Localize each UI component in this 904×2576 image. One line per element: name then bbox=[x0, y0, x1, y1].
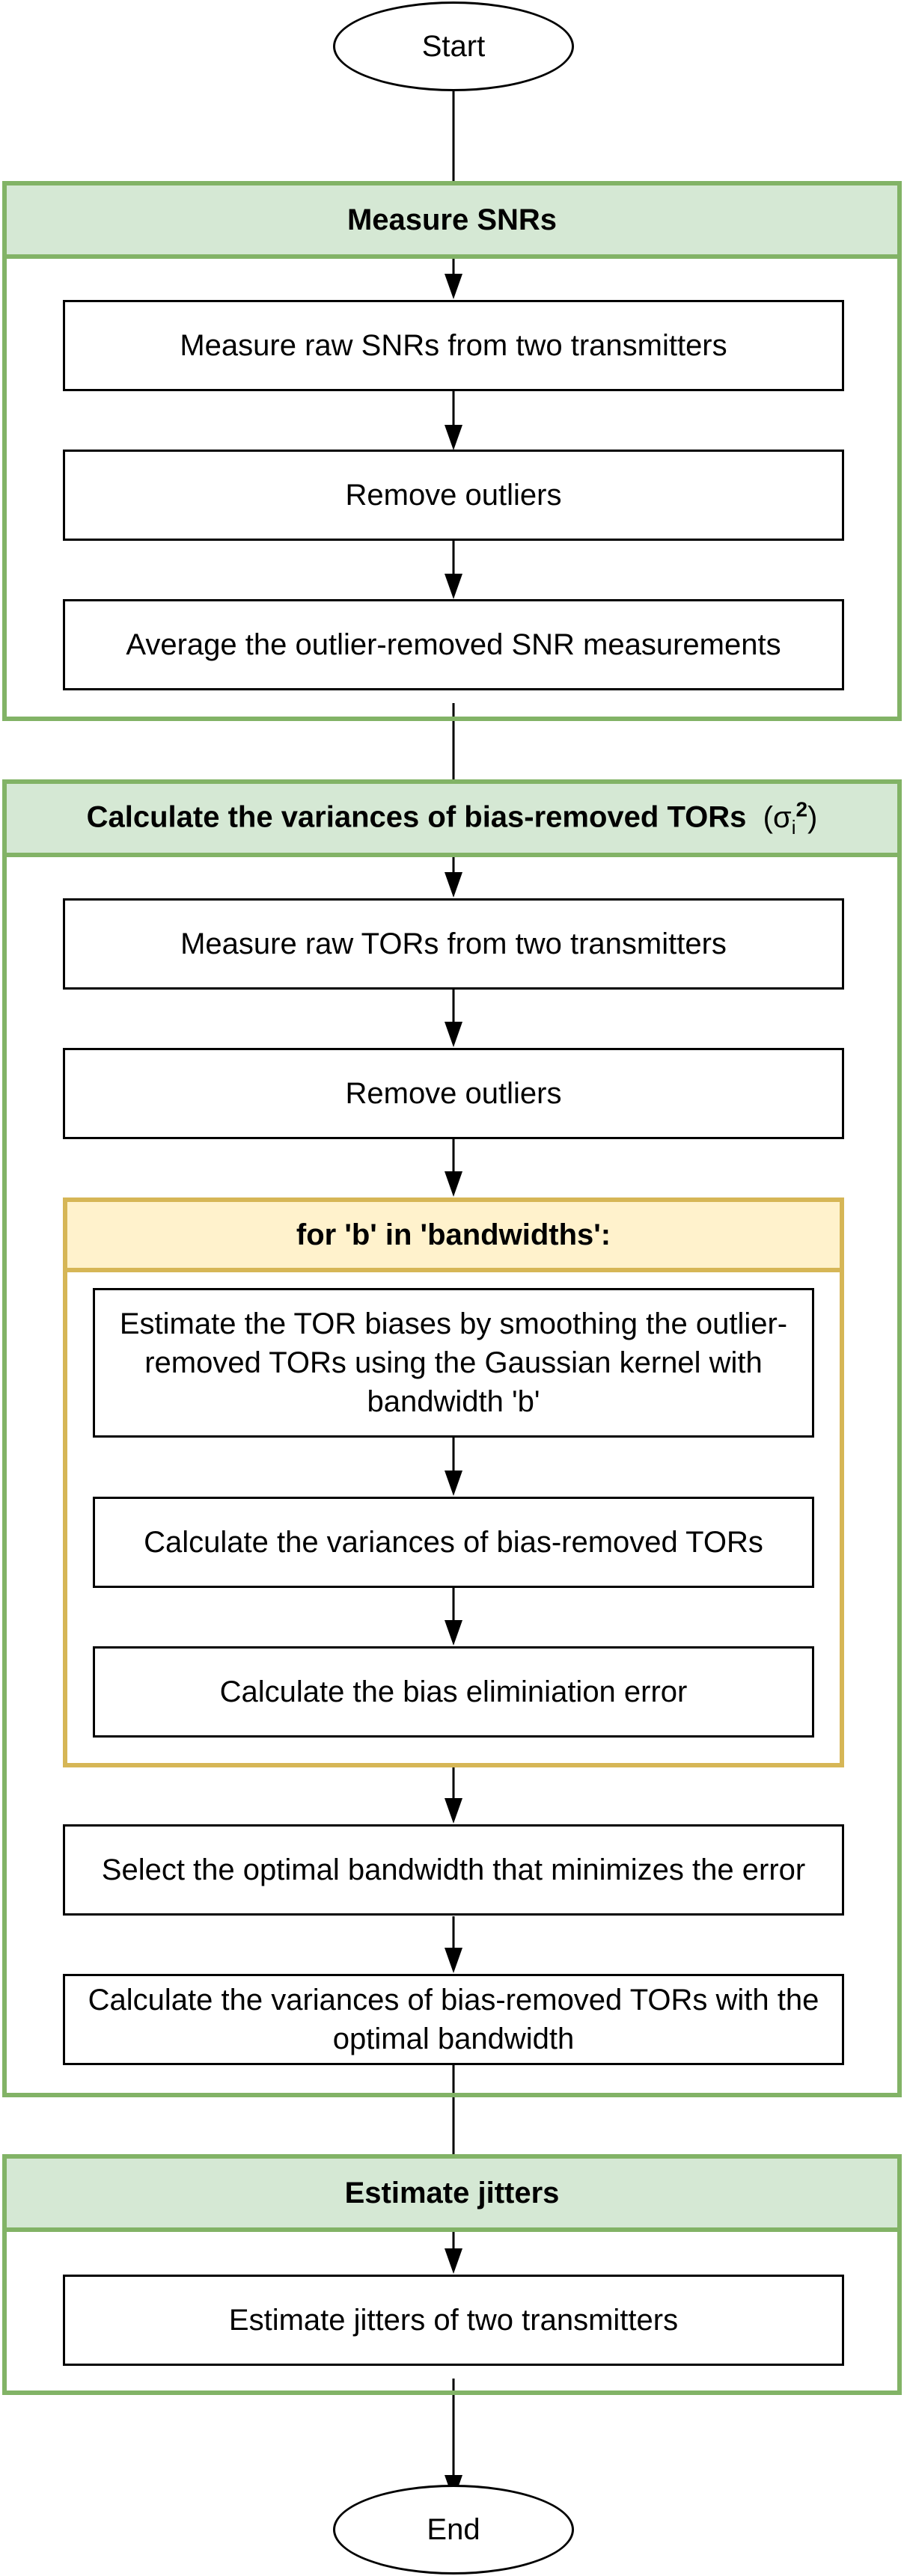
loop-bandwidths-title: for 'b' in 'bandwidths': bbox=[296, 1218, 611, 1251]
step-estimate-jitters: Estimate jitters of two transmitters bbox=[63, 2275, 844, 2366]
loop-bandwidths-header bbox=[67, 1202, 840, 1272]
step-measure-raw-tors: Measure raw TORs from two transmitters bbox=[63, 898, 844, 990]
section-measure-snrs-title: Measure SNRs bbox=[346, 203, 558, 236]
start-terminator bbox=[333, 1, 574, 91]
start-label: Start bbox=[421, 29, 486, 63]
step-average-snr: Average the outlier-removed SNR measurements bbox=[63, 599, 844, 690]
section-estimate-jitters-header bbox=[7, 2159, 897, 2232]
step-remove-outliers-snr: Remove outliers bbox=[63, 450, 844, 541]
step-calc-variances-optimal: Calculate the variances of bias-removed TORs with the optimal bandwidth bbox=[63, 1974, 844, 2065]
section-calculate-variances-header bbox=[7, 784, 897, 857]
section-measure-snrs-header bbox=[7, 185, 897, 259]
end-terminator bbox=[333, 2485, 574, 2575]
step-remove-outliers-tor: Remove outliers bbox=[63, 1048, 844, 1139]
step-calc-bias-error: Calculate the bias eliminiation error bbox=[93, 1646, 814, 1738]
sigma-symbol: $(\sigma_i^2)$ bbox=[754, 797, 818, 838]
section-calculate-variances-title: Calculate the variances of bias-removed TORs $(\sigma_i^2)$ bbox=[86, 797, 818, 838]
step-calc-variances-loop: Calculate the variances of bias-removed TORs bbox=[93, 1497, 814, 1588]
section-estimate-jitters-title: Estimate jitters bbox=[344, 2176, 560, 2209]
step-estimate-tor-biases: Estimate the TOR biases by smoothing the outlier-removed TORs using the Gaussian kernel with bandwidth 'b' bbox=[93, 1288, 814, 1438]
step-select-optimal-bandwidth: Select the optimal bandwidth that minimizes the error bbox=[63, 1824, 844, 1916]
end-label: End bbox=[427, 2512, 480, 2546]
step-measure-raw-snrs: Measure raw SNRs from two transmitters bbox=[63, 300, 844, 391]
